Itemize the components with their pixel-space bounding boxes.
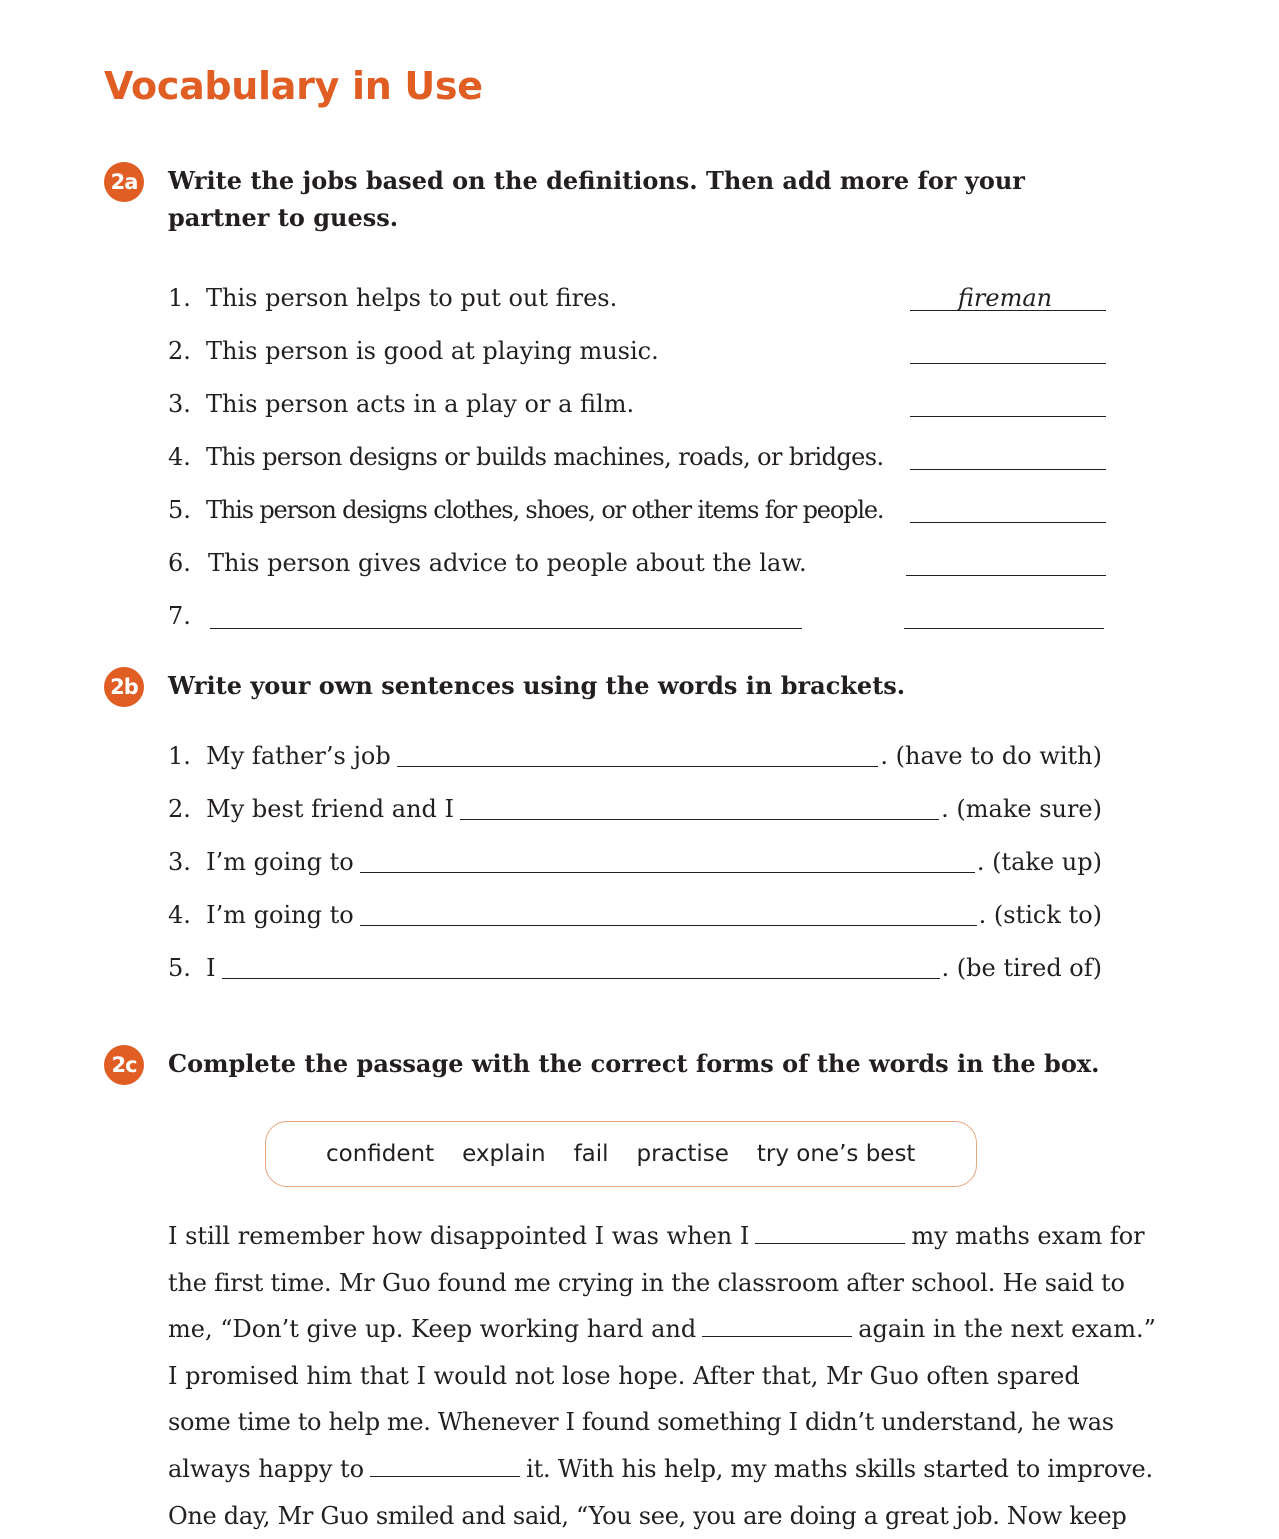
instruction-2c: Complete the passage with the correct forms of the words in the box. — [168, 1049, 1100, 1078]
section-badge-2b: 2b — [104, 667, 144, 707]
definition-text: This person is good at playing music. — [206, 337, 659, 365]
bracket-hint: . (take up) — [976, 848, 1102, 876]
item-number: 7. — [168, 602, 191, 630]
answer-blank[interactable] — [904, 598, 1104, 629]
item-number: 6. — [168, 549, 191, 577]
sentence-blank[interactable] — [397, 744, 879, 767]
passage-text: me, “Don’t give up. Keep working hard and — [168, 1315, 697, 1344]
word-box-item: try one’s best — [756, 1141, 916, 1167]
item-number: 1. — [168, 742, 191, 770]
passage-text: I still remember how disappointed I was when I — [168, 1222, 750, 1250]
instruction-2b: Write your own sentences using the words in brackets. — [168, 671, 906, 700]
passage-text: the first time. Mr Guo found me crying in the classroom after school. He said to — [168, 1268, 1125, 1297]
page-title: Vocabulary in Use — [104, 64, 483, 108]
word-box-item: explain — [462, 1141, 546, 1167]
passage-line — [168, 1306, 1156, 1353]
word-box — [265, 1121, 977, 1187]
item-number: 4. — [168, 443, 191, 471]
passage-text: some time to help me. Whenever I found something I didn’t understand, he was — [168, 1408, 1114, 1437]
passage-blank[interactable] — [755, 1223, 905, 1244]
item-number: 2. — [168, 337, 191, 365]
sentence-lead — [168, 900, 354, 930]
passage-text: always happy to — [168, 1454, 365, 1483]
sentence-row — [168, 900, 1102, 930]
sentence-start: My best friend and I — [206, 795, 455, 823]
definition-blank[interactable] — [210, 598, 802, 629]
definition-text: This person designs or builds machines, roads, or bridges. — [206, 443, 884, 471]
answer-blank[interactable] — [910, 333, 1106, 364]
passage-line — [168, 1353, 1106, 1400]
answer-blank[interactable] — [910, 492, 1106, 523]
word-box-item: confident — [326, 1141, 435, 1167]
passage-line — [168, 1446, 1153, 1493]
sentence-blank[interactable] — [360, 903, 977, 926]
instruction-2a: Write the jobs based on the definitions. Then add more for your partner to guess. — [168, 166, 1025, 232]
word-box-item: practise — [636, 1141, 729, 1167]
passage-blank[interactable] — [702, 1316, 852, 1337]
sentence-lead — [168, 847, 354, 877]
item-number: 5. — [168, 496, 191, 524]
answer-blank[interactable] — [910, 386, 1106, 417]
item-number: 3. — [168, 390, 191, 418]
definition-text: This person designs clothes, shoes, or other items for people. — [206, 496, 884, 524]
sentence-row — [168, 741, 1102, 771]
sentence-blank[interactable] — [460, 797, 939, 820]
sentence-start: I’m going to — [206, 901, 354, 929]
sentence-blank[interactable] — [222, 956, 940, 979]
item-number: 4. — [168, 901, 191, 929]
passage-text: my maths exam for — [911, 1222, 1145, 1250]
sentence-lead — [168, 794, 454, 824]
passage-text: I promised him that I would not lose hope. After that, Mr Guo often spared — [168, 1361, 1080, 1390]
passage — [168, 1213, 1156, 1539]
passage-line — [168, 1213, 1145, 1260]
passage-line — [168, 1260, 1125, 1307]
passage-line — [168, 1493, 1127, 1539]
item-number: 1. — [168, 284, 191, 312]
passage-blank[interactable] — [370, 1456, 520, 1477]
definition-text: This person helps to put out fires. — [206, 284, 618, 312]
definition-text: This person acts in a play or a film. — [206, 390, 635, 418]
sentence-lead — [168, 953, 216, 983]
sentence-start: I — [206, 954, 216, 982]
sentence-lead — [168, 741, 391, 771]
passage-segment — [168, 1213, 911, 1260]
item-number: 3. — [168, 848, 191, 876]
sentence-row — [168, 847, 1102, 877]
bracket-hint: . (have to do with) — [880, 742, 1102, 770]
passage-segment — [168, 1306, 858, 1353]
passage-text: One day, Mr Guo smiled and said, “You see, you are doing a great job. Now keep — [168, 1501, 1127, 1530]
sentence-start: I’m going to — [206, 848, 354, 876]
section-badge-2a: 2a — [104, 162, 144, 202]
passage-text: it. With his help, my maths skills started to improve. — [526, 1454, 1153, 1483]
answer-blank[interactable] — [906, 545, 1106, 576]
bracket-hint: . (make sure) — [941, 795, 1102, 823]
sentence-row — [168, 794, 1102, 824]
sentence-start: My father’s job — [206, 742, 391, 770]
sentence-row — [168, 953, 1102, 983]
item-number: 5. — [168, 954, 191, 982]
passage-segment — [168, 1446, 526, 1493]
bracket-hint: . (stick to) — [978, 901, 1102, 929]
word-box-item: fail — [573, 1141, 609, 1167]
item-number: 2. — [168, 795, 191, 823]
passage-line — [168, 1399, 1114, 1446]
bracket-hint: . (be tired of) — [941, 954, 1102, 982]
answer-text: fireman — [957, 284, 1053, 312]
section-badge-2c: 2c — [104, 1045, 144, 1085]
passage-text: again in the next exam.” — [858, 1315, 1156, 1344]
answer-blank[interactable] — [910, 439, 1106, 470]
sentence-blank[interactable] — [360, 850, 975, 873]
definition-text: This person gives advice to people about the law. — [208, 549, 807, 577]
